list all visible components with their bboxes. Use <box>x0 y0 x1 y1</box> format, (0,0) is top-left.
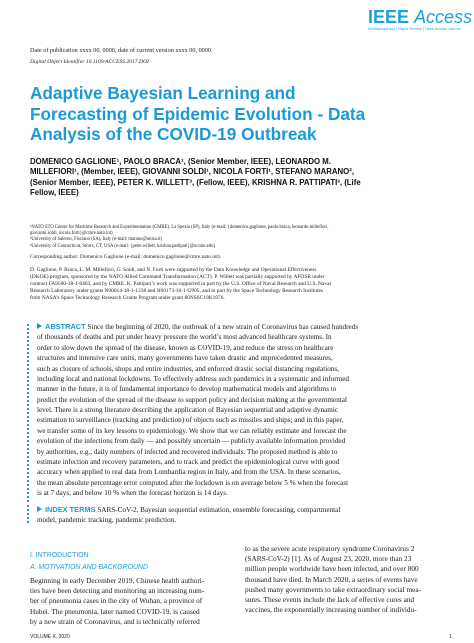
abstract-line: evolution of the infections from daily — and possibly uncertain — publicly available information provided <box>37 437 346 446</box>
author-line: Fellow, IEEE) <box>30 188 79 198</box>
title-line: Analysis of the COVID-19 Outbreak <box>30 124 317 144</box>
corresponding-author: Corresponding author: Domenico Gaglione (e-mail: domenico.gaglione@cmre.nato.int). <box>30 254 222 260</box>
abstract-line: Since the beginning of 2020, the outbreak of a new strain of Coronavirus has caused hundreds <box>85 323 359 331</box>
body-line: vaccines, the exponentially increasing number of individu- <box>245 605 417 615</box>
abstract-line: such as closure of schools, shops and entire industries, and enforced drastic social distancing regulations, <box>37 364 339 373</box>
subsection-heading: A. MOTIVATION AND BACKGROUND <box>30 564 148 571</box>
abstract-line: order to slow down the spread of the disease, known as COVID-19, and reduce the stress on healthcare <box>37 343 334 352</box>
funding-line: contract FA9500-18-1-0463, and by CMRE. K. Pattipati’s work was supported in part by the U.S. Office of Naval Research and U.S. Naval <box>30 280 332 287</box>
body-line: to as the severe acute respiratory syndrome Coronavirus 2 <box>245 544 415 553</box>
abstract-line: structures and intensive care units, many governments have taken drastic and unprecedented measures, <box>37 354 333 363</box>
doi-line: Digital Object Identifier 10.1109/ACCESS.2017.DOI <box>30 59 149 65</box>
right-column-text <box>245 544 445 615</box>
body-line: million people worldwide have been infected, and over 800 <box>245 564 419 574</box>
abstract-block <box>37 322 455 498</box>
body-line: ties have been detecting and monitoring an increasing num- <box>30 586 205 596</box>
author-line: (Senior Member, IEEE), PETER K. WILLETT³, (Fellow, IEEE), KRISHNA R. PATTIPATI³, (Life <box>30 177 361 187</box>
body-line: by a new strain of Coronavirus, and is technically referred <box>30 616 200 626</box>
footer-volume: VOLUME X, 2020 <box>30 634 70 640</box>
affiliation-line: ¹NATO STO Centre for Maritime Research and Experimentation (CMRE), La Spezia (SP), Italy (e-mail: {domenico.gaglione, paolo.braca, leonardo.millefiori, <box>30 225 329 230</box>
logo-access-text: Access <box>414 7 473 27</box>
logo-ieee-text: IEEE <box>368 7 410 27</box>
left-column-text <box>30 576 230 627</box>
title-line: Forecasting of Epidemic Evolution - Data <box>30 103 366 124</box>
abstract-line: estimate infection and recovery parameters, and to track and predict the epidemiological curve with good <box>37 457 340 466</box>
section-heading: I. INTRODUCTION <box>30 552 89 559</box>
title-line: Adaptive Bayesian Learning and <box>30 83 296 103</box>
affiliation-line: ³University of Connecticut, Storrs, CT, USA (e-mail: {peter.willett, krishna.pattipati}@uconn.edu) <box>30 243 215 249</box>
abstract-line: manner in the future, it is of fundamental importance to develop mathematical models and algorithms to <box>37 385 337 394</box>
body-line: (SARS-CoV-2) [1]. As of August 23, 2020, more than 23 <box>245 554 412 564</box>
index-terms-side-rule <box>27 505 29 523</box>
abstract-line: by authorities, e.g., daily numbers of infected and recovered individuals. The proposed method is able to <box>37 447 338 456</box>
abstract-line: including local and national lockdowns. To effectively address such pandemics in a systematic and informed <box>37 374 350 383</box>
index-terms-block <box>37 505 455 526</box>
triangle-bullet-icon <box>37 323 42 329</box>
abstract-line: accuracy when applied to real data from Lombardia region in Italy, and from the USA. In these scenarios, <box>37 468 341 477</box>
body-line: ber of pneumonia cases in the city of Wuhan, a province of <box>30 596 203 606</box>
logo-tagline: Multidisciplinary | Rapid Review | Open Access Journal <box>368 27 461 31</box>
author-list <box>30 157 460 199</box>
abstract-line: the mean absolute percentage error computed after the lockdown is on average below 5 % when the forecast <box>37 478 349 487</box>
funding-statement <box>30 267 450 302</box>
affiliations <box>30 225 450 250</box>
index-terms-line: model, pandemic tracking, pandemic prediction. <box>37 516 177 525</box>
abstract-line: level. There is a strong literature describing the application of Bayesian sequential and adaptive dynamic <box>37 406 339 414</box>
paper-title <box>30 83 450 145</box>
funding-line: (DKOE) program, sponsored by the NATO Allied Command Transformation (ACT). P. Willett was partially supported by AFOSR under <box>30 273 325 280</box>
funding-line: Research Laboratory under grants N00014-18-1-1238 and N00173-16-1-G905, and in part by the Space Technology Research Institutes <box>30 287 323 294</box>
author-line: MILLEFIORI¹, (Member, IEEE), GIOVANNI SOLDI¹, NICOLA FORTI¹, STEFANO MARANO², <box>30 167 355 177</box>
publication-dates: Date of publication xxxx 00, 0000, date of current version xxxx 00, 0000. <box>30 47 213 54</box>
abstract-line: is at 7 days, and below 10 % when the forecast horizon is 14 days. <box>37 489 228 497</box>
abstract-line: estimation to surveillance (tracking and prediction) of objects such as missiles and ships; and in this paper, <box>37 416 344 425</box>
body-line: thousand have died. In March 2020, a series of events have <box>245 574 418 584</box>
abstract-line: predict the evolution of the spread of the disease to support policy and decision making at the governmental <box>37 395 347 404</box>
abstract-line: of thousands of deaths and put under heavy pressure the world’s most advanced healthcare systems. In <box>37 333 332 342</box>
abstract-line: we transfer some of its key lessons to epidemiology. We show that we can reliably estimate and forecast the <box>37 426 347 435</box>
body-line: Beginning in early December 2019, Chinese health authori- <box>30 576 205 585</box>
triangle-bullet-icon <box>37 506 42 512</box>
abstract-side-rule <box>27 324 29 502</box>
ieee-access-logo <box>368 7 473 34</box>
body-line: sures. These events include the lack of effective cures and <box>245 595 415 605</box>
footer-page-number: 1 <box>449 634 452 640</box>
index-terms-line: SARS-CoV-2, Bayesian sequential estimation, ensemble forecasting, compartmental <box>95 506 341 514</box>
funding-line: from NASA’s Space Technology Research Grants Program under grant 80NSSC19K1076. <box>30 294 225 301</box>
author-line: DOMENICO GAGLIONE¹, PAOLO BRACA¹, (Senior Member, IEEE), LEONARDO M. <box>30 157 331 166</box>
affiliation-line: ²University of Salerno, Fisciano (SA), Italy (e-mail: marano@unisa.it) <box>30 237 162 243</box>
body-line: pushed many governments to take extraordinary social mea- <box>245 584 422 594</box>
index-terms-label: INDEX TERMS <box>45 505 96 514</box>
abstract-label: ABSTRACT <box>45 322 86 331</box>
body-line: Hubei. The pneumonia, later named COVID-19, is caused <box>30 606 200 616</box>
affiliation-line: giovanni.soldi, nicola.forti}@cmre.nato.int) <box>30 231 113 237</box>
funding-line: D. Gaglione, P. Braca, L. M. Millefiori, G. Soldi, and N. Forti were supported by the Data Knowledge and Operational Effectiveness <box>30 267 317 273</box>
